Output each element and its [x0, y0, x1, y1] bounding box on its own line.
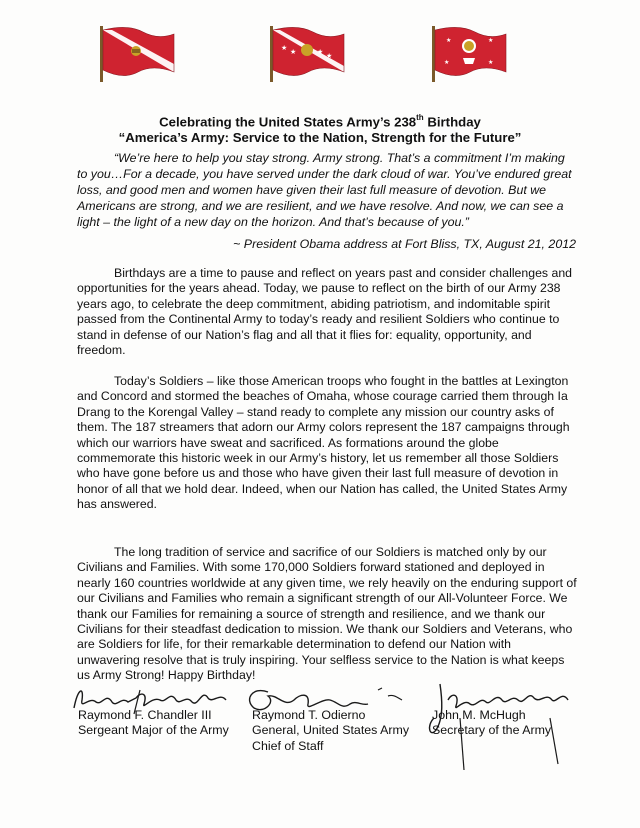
body-paragraph-2: Today’s Soldiers – like those American troops who fought in the battles at Lexington and Concord and stormed the beaches of Omaha, whose courage carried them through Ia Drang to the Korengal Valley – stand ready to complete any mission our country asks of them. The 187 streamers that adorn our Army colors represent the 187 campaigns through which our warriors have sweat and sacrificed. As formations around the globe commemorate this historic week in our Army’s history, let us remember all those Soldiers who have gone before us and those who have given their last full measure of devotion in honor of all that we hold dear. Indeed, when our Nation has called, the United States Army has answered. — [77, 374, 570, 512]
signer-name: John M. McHugh — [432, 708, 526, 722]
quote-attribution: ~ President Obama address at Fort Bliss, TX, August 21, 2012 — [233, 237, 576, 251]
signature-block-mchugh — [420, 678, 590, 778]
chief-of-staff-flag-icon — [268, 24, 346, 82]
title-line-2: “America’s Army: Service to the Nation, Strength for the Future” — [118, 130, 522, 146]
svg-text:★: ★ — [446, 37, 452, 44]
quote-text: “We’re here to help you stay strong. Army strong. That’s a commitment I’m making to you…For a decade, you have served under the dark cloud of war. You’ve endured great loss, and good men and women have given their last full measure of devotion. But we Americans are strong, and we are resilient, and we have resolve. And now, we can see a light – the light of a new day on the horizon. And that’s because of you.” — [77, 151, 572, 229]
svg-text:★: ★ — [281, 44, 288, 52]
title-line-1: Celebrating the United States Army’s 238th Birthday — [159, 113, 481, 130]
svg-text:★: ★ — [317, 48, 324, 56]
svg-text:★: ★ — [290, 48, 297, 56]
signer-chandler — [78, 708, 229, 739]
signature-block-odierno — [238, 678, 428, 778]
signer-odierno — [252, 708, 409, 754]
signer-name: Raymond T. Odierno — [252, 708, 366, 722]
secretary-of-army-flag-icon — [430, 24, 508, 82]
signer-title: Sergeant Major of the Army — [78, 723, 229, 738]
svg-text:★: ★ — [326, 52, 333, 60]
svg-text:★: ★ — [488, 37, 494, 44]
signature-block-chandler — [70, 678, 250, 778]
body-paragraph-3: The long tradition of service and sacrifice of our Soldiers is matched only by our Civilians and Families. With some 170,000 Soldiers forward stationed and deployed in nearly 160 countries worldwide at any given time, we rely heavily on the enduring support of our Civilians and Families who remain a significant strength of our All-Volunteer Force. We thank our Families for remaining a source of strength and resilience, and we thank our Civilians for their steadfast dedication to mission. We thank our Soldiers and Veterans, who are Soldiers for life, for their remarkable determination to defend our Nation with unwavering resolve that is truly inspiring. Your selfless service to the Nation is what keeps us Army Strong! Happy Birthday! — [77, 545, 577, 683]
signer-title-2: Chief of Staff — [252, 738, 324, 753]
signer-title: General, United States Army — [252, 723, 410, 738]
signer-mchugh — [432, 708, 551, 739]
signer-title: Secretary of the Army — [432, 723, 552, 738]
svg-text:★: ★ — [488, 59, 494, 66]
svg-text:★: ★ — [444, 59, 450, 66]
presidential-quote — [77, 150, 577, 230]
sergeant-major-flag-icon — [98, 24, 176, 82]
flag-row — [0, 24, 640, 84]
signer-name: Raymond F. Chandler III — [78, 708, 212, 722]
document-title — [0, 111, 640, 146]
body-paragraph-1: Birthdays are a time to pause and reflect on years past and consider challenges and opportunities for the years ahead. Today, we pause to reflect on the birth of our Army 238 years ago, to celebrate the deep commitment, abiding patriotism, and indomitable spirit passed from the Continental Army to today’s ready and resilient Soldiers who continue to stand in defense of our Nation’s flag and all that it flies for: equality, opportunity, and freedom. — [77, 266, 572, 358]
